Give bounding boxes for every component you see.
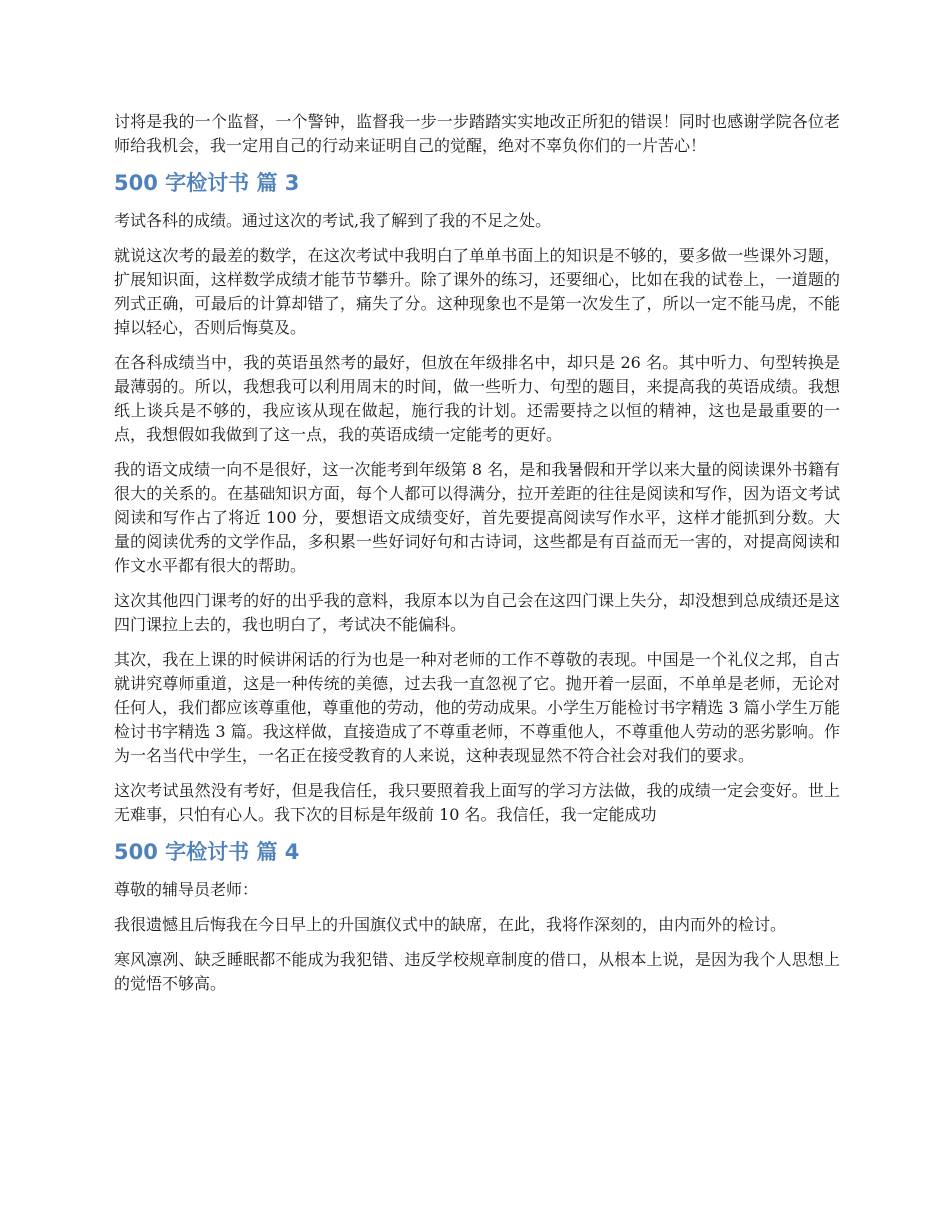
paragraph: 这次其他四门课考的好的出乎我的意料，我原本以为自己会在这四门课上失分，却没想到总成绩还是这四门课拉上去的，我也明白了，考试决不能偏科。 bbox=[114, 591, 840, 634]
section-heading-4: 500 字检讨书 篇 4 bbox=[114, 840, 300, 864]
paragraph: 就说这次考的最差的数学，在这次考试中我明白了单单书面上的知识是不够的，要多做一些课外习题，扩展知识面，这样数学成绩才能节节攀升。除了课外的练习，还要细心，比如在我的试卷上，一道题的列式正确，可最后的计算却错了，痛失了分。这种现象也不是第一次发生了，所以一定不能马虎，不能掉以轻心，否则后悔莫及。 bbox=[114, 246, 840, 337]
section-heading-3: 500 字检讨书 篇 3 bbox=[114, 171, 300, 195]
paragraph: 尊敬的辅导员老师： bbox=[114, 880, 259, 899]
paragraph: 这次考试虽然没有考好，但是我信任，我只要照着我上面写的学习方法做，我的成绩一定会变好。世上无难事，只怕有心人。我下次的目标是年级前 10 名。我信任，我一定能成功 bbox=[114, 781, 840, 824]
paragraph: 考试各科的成绩。通过这次的考试,我了解到了我的不足之处。 bbox=[114, 211, 552, 230]
paragraph: 我的语文成绩一向不是很好，这一次能考到年级第 8 名，是和我暑假和开学以来大量的阅读课外书籍有很大的关系的。在基础知识方面，每个人都可以得满分，拉开差距的往往是阅读和写作，因为语文考试阅读和写作占了将近 100 分，要想语文成绩变好，首先要提高阅读写作水平，这样才能抓到分数。大量的阅读优秀的文学作品，多积累一些好词好句和古诗词，这些都是有百益而无一害的，对提高阅读和作文水平都有很大的帮助。 bbox=[114, 460, 840, 575]
paragraph: 我很遗憾且后悔我在今日早上的升国旗仪式中的缺席，在此，我将作深刻的，由内而外的检讨。 bbox=[114, 915, 787, 934]
paragraph: 讨将是我的一个监督，一个警钟，监督我一步一步踏踏实实地改正所犯的错误！同时也感谢学院各位老师给我机会，我一定用自己的行动来证明自己的觉醒，绝对不辜负你们的一片苦心！ bbox=[114, 112, 840, 155]
paragraph: 在各科成绩当中，我的英语虽然考的最好，但放在年级排名中，却只是 26 名。其中听力、句型转换是最薄弱的。所以，我想我可以利用周末的时间，做一些听力、句型的题目，来提高我的英语成绩。我想纸上谈兵是不够的，我应该从现在做起，施行我的计划。还需要持之以恒的精神，这也是最重要的一点，我想假如我做到了这一点，我的英语成绩一定能考的更好。 bbox=[114, 353, 840, 444]
paragraph: 其次，我在上课的时候讲闲话的行为也是一种对老师的工作不尊敬的表现。中国是一个礼仪之邦，自古就讲究尊师重道，这是一种传统的美德，过去我一直忽视了它。抛开着一层面，不单单是老师，无论对任何人，我们都应该尊重他，尊重他的劳动，他的劳动成果。小学生万能检讨书字精选 3 篇小学生万能检讨书字精选 3 篇。我这样做，直接造成了不尊重老师，不尊重他人，不尊重他人劳动的恶劣影响。作为一名当代中学生，一名正在接受教育的人来说，这种表现显然不符合社会对我们的要求。 bbox=[114, 650, 840, 765]
paragraph: 寒风凛冽、缺乏睡眠都不能成为我犯错、违反学校规章制度的借口，从根本上说，是因为我个人思想上的觉悟不够高。 bbox=[114, 950, 840, 993]
document-page bbox=[114, 110, 840, 1007]
